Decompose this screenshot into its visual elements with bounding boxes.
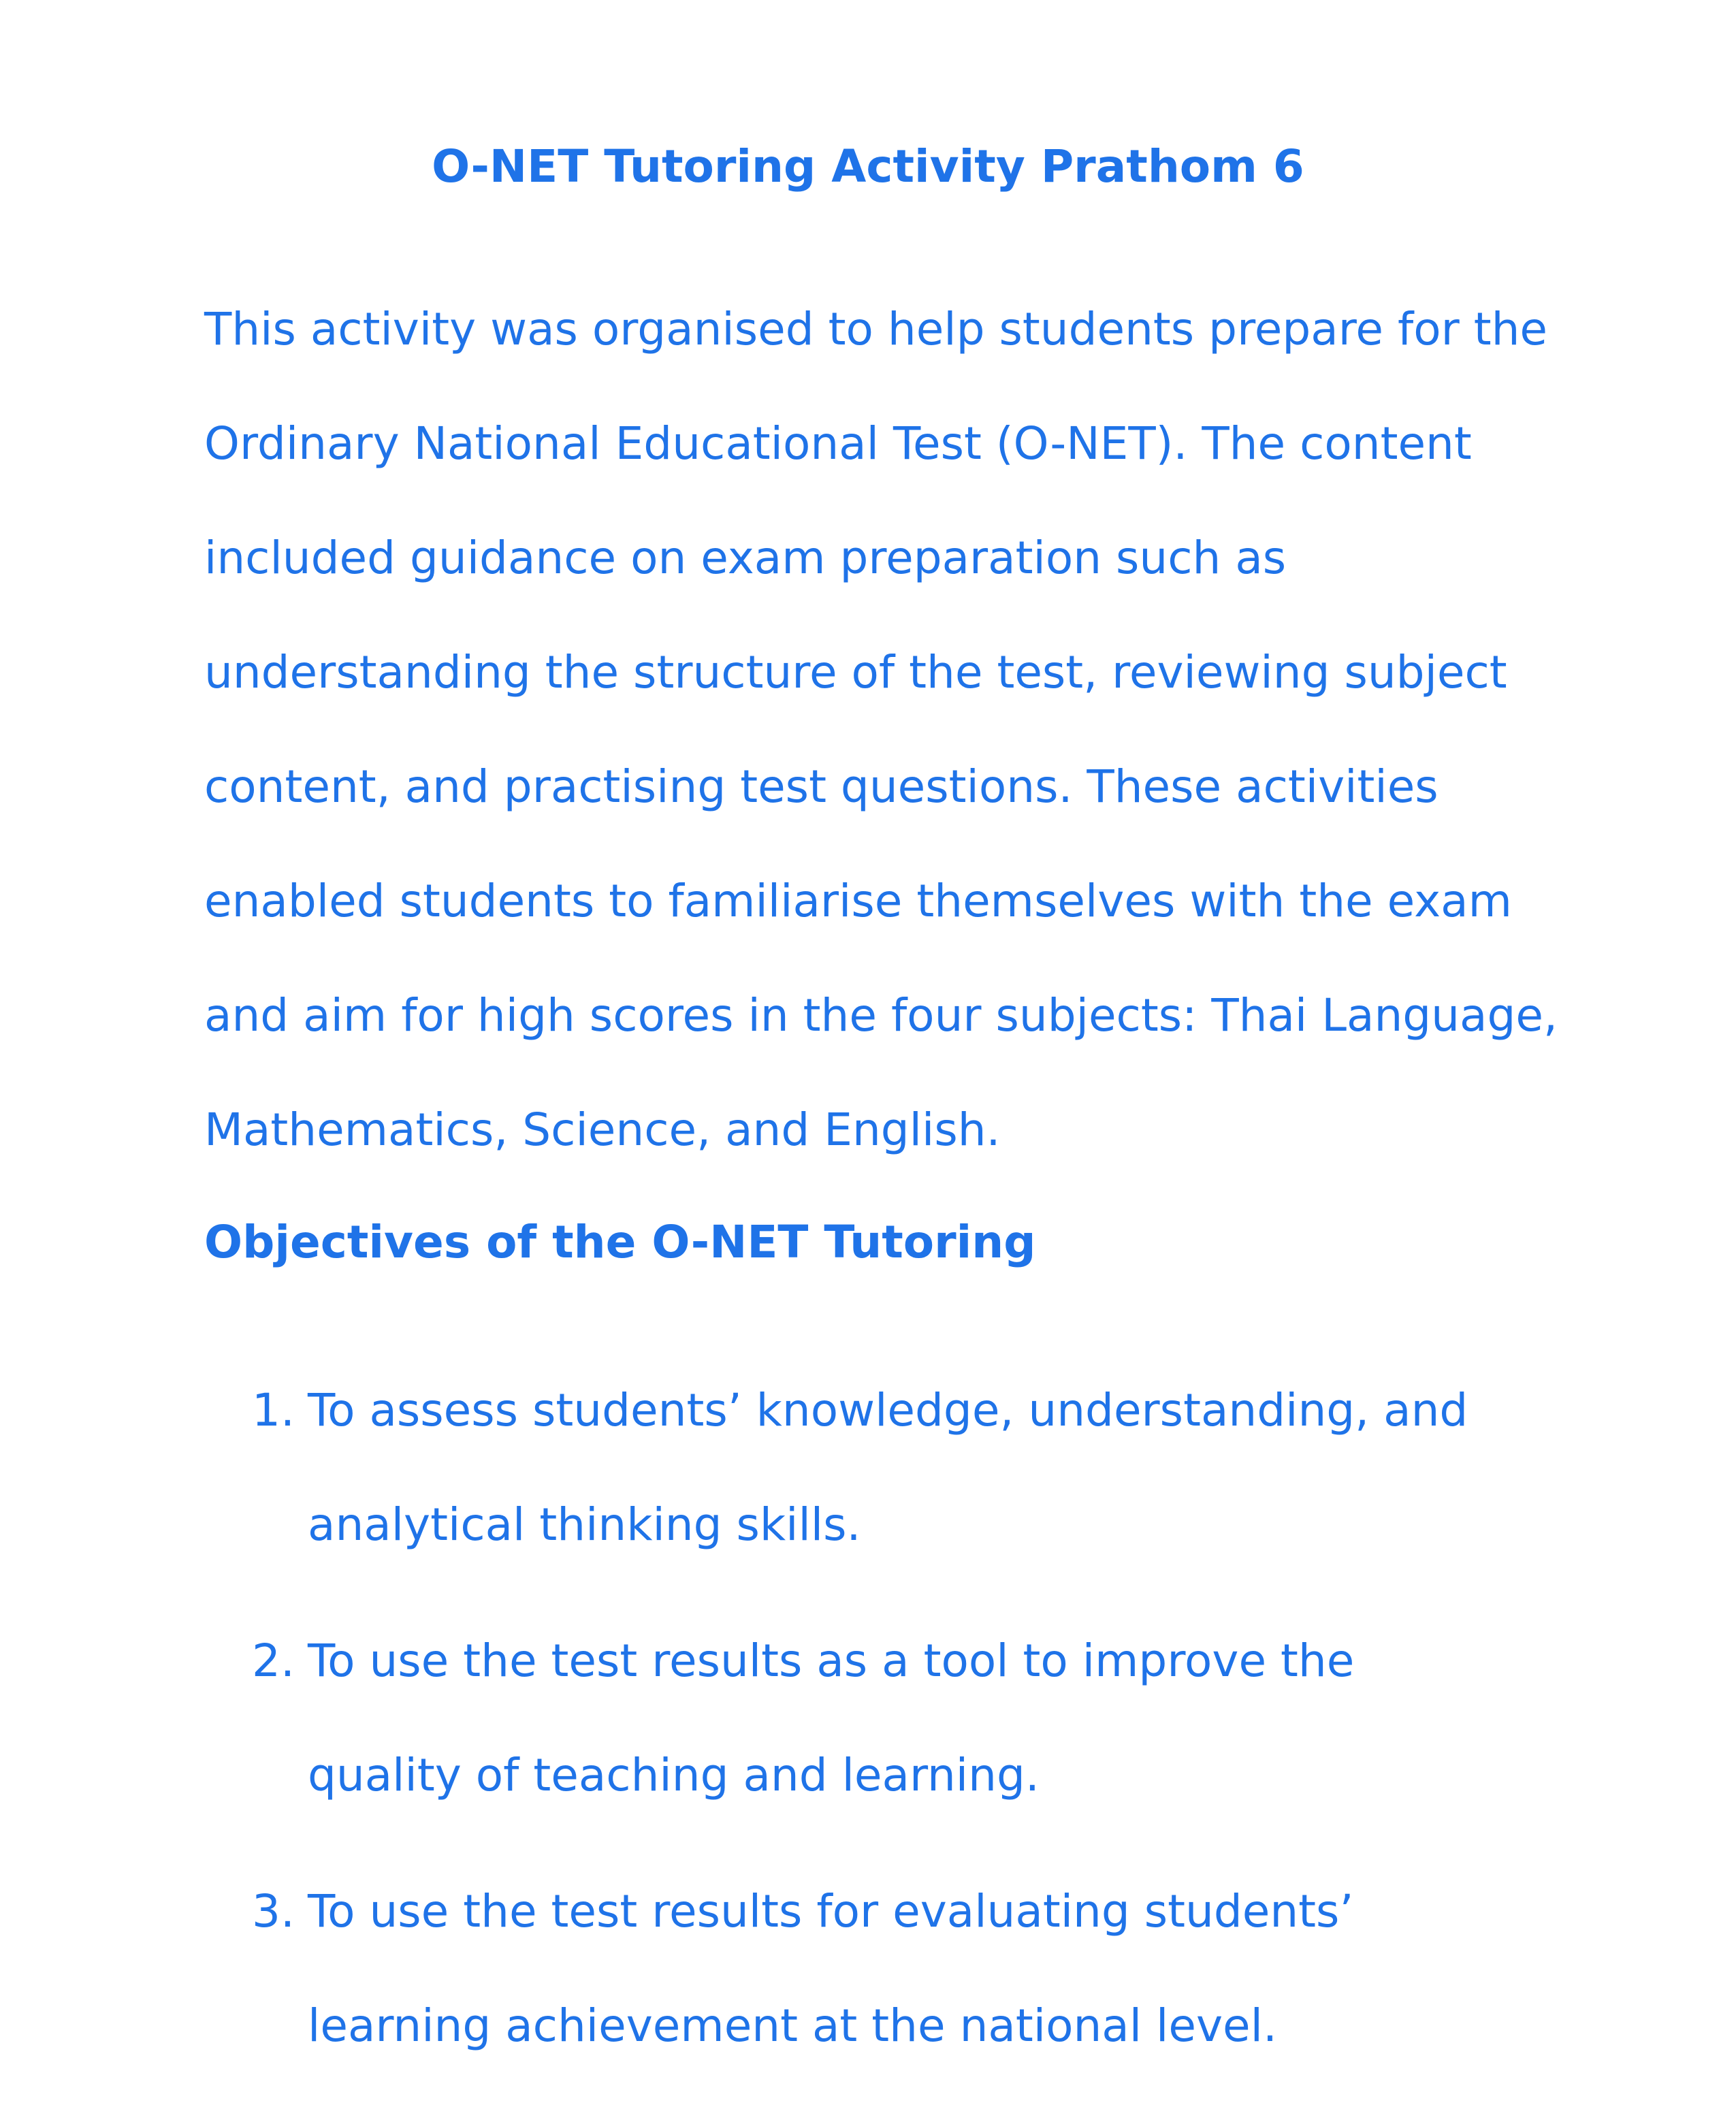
objective-number: 3.: [252, 1885, 295, 1938]
intro-line: content, and practising test questions. These activities: [204, 760, 1438, 813]
intro-paragraph: [204, 272, 1558, 1187]
document-title: O-NET Tutoring Activity Prathom 6: [432, 140, 1304, 193]
objective-line: analytical thinking skills.: [308, 1498, 861, 1551]
intro-line: This activity was organised to help students prepare for the: [204, 303, 1548, 355]
objectives-list: [252, 1353, 1468, 2105]
objective-item: [252, 1353, 1468, 1582]
objective-item: [252, 1604, 1468, 1833]
objective-text: [308, 1353, 1468, 1582]
objective-number: 2.: [252, 1635, 295, 1687]
objective-line: To use the test results as a tool to improve the: [308, 1635, 1355, 1687]
objectives-heading: Objectives of the O-NET Tutoring: [204, 1216, 1036, 1268]
intro-line: enabled students to familiarise themselves with the exam: [204, 875, 1512, 927]
intro-line: included guidance on exam preparation such as: [204, 532, 1287, 584]
intro-line: and aim for high scores in the four subjects: Thai Language,: [204, 989, 1558, 1042]
intro-line: understanding the structure of the test, reviewing subject: [204, 646, 1507, 698]
objective-line: To assess students’ knowledge, understanding, and: [308, 1384, 1468, 1436]
objective-line: quality of teaching and learning.: [308, 1749, 1040, 1801]
objective-number: 1.: [252, 1384, 295, 1436]
intro-line: Ordinary National Educational Test (O-NET). The content: [204, 417, 1472, 470]
objective-line: To use the test results for evaluating students’: [308, 1885, 1354, 1938]
intro-line: Mathematics, Science, and English.: [204, 1104, 1001, 1156]
objective-line: learning achievement at the national level.: [308, 1999, 1277, 2052]
objective-item: [252, 1854, 1468, 2083]
objective-text: [308, 1604, 1354, 1833]
objective-text: [308, 1854, 1353, 2083]
